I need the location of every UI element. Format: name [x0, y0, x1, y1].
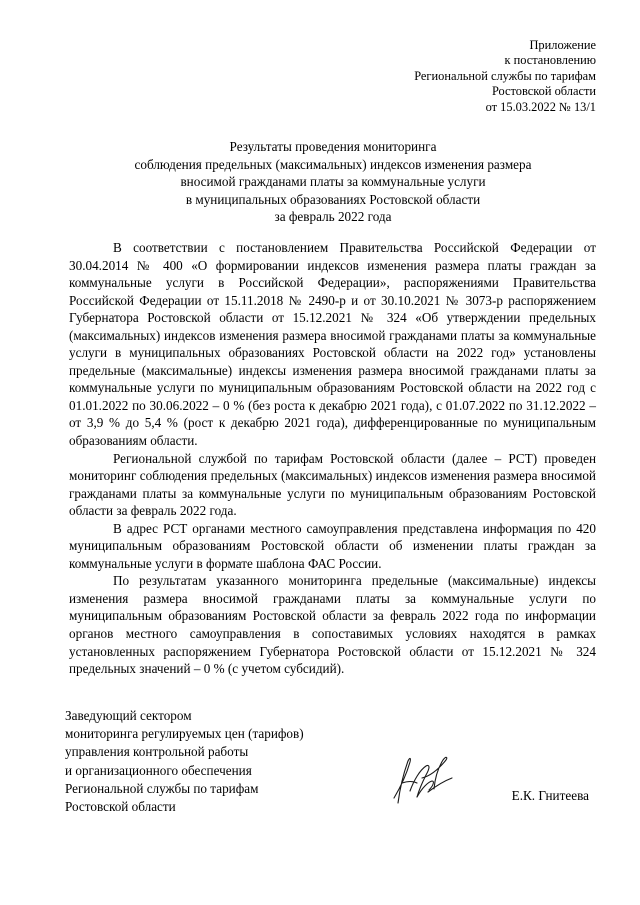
handwritten-signature-icon: [380, 748, 460, 810]
position-line: Ростовской области: [65, 799, 176, 815]
appendix-line: Приложение: [529, 38, 596, 52]
title-line: вносимой гражданами платы за коммунальные услуги: [180, 174, 486, 190]
position-line: Региональной службы по тарифам: [65, 780, 259, 796]
title-line: за февраль 2022 года: [274, 209, 392, 225]
signer-name: Е.К. Гнитеева: [511, 788, 589, 803]
appendix-line: к постановлению: [504, 53, 596, 68]
position-line: Заведующий сектором: [65, 708, 192, 723]
paragraph: По результатам указанного мониторинга предельные (максимальные) индексы изменения размера вносимой гражданами платы за коммунальные услуги по муниципальным образованиям Ростовской области за февраль 2022 года по информации органов местного самоуправления в сопоставимых условиях находятся в рамках установленных распоряжением Губернатора Ростовской области от 15.12.2021 № 324 предельных значений – 0 % (с учетом субсидий).: [69, 573, 596, 677]
title-line: соблюдения предельных (максимальных) индексов изменения размера: [134, 156, 532, 172]
signatory-position: [65, 707, 304, 816]
position-line: мониторинга регулируемых цен (тарифов): [65, 726, 304, 742]
position-line: управления контрольной работы: [65, 744, 249, 760]
paragraph: В адрес РСТ органами местного самоуправления представлена информация по 420 муниципальным образованиям Ростовской области об изменении платы граждан за коммунальные услуги в формате шаблона ФАС России.: [69, 520, 596, 571]
appendix-header: [414, 38, 596, 115]
document-body: [69, 239, 596, 678]
appendix-line: от 15.03.2022 № 13/1: [485, 99, 596, 114]
paragraph: Региональной службой по тарифам Ростовской области (далее – РСТ) проведен мониторинг соблюдения предельных (максимальных) индексов изменения размера вносимой гражданами платы за коммунальные услуги по муниципальным образованиям Ростовской области за февраль 2022 года.: [69, 450, 596, 519]
appendix-line: Региональной службы по тарифам: [414, 68, 596, 83]
appendix-line: Ростовской области: [491, 84, 596, 99]
title-line: в муниципальных образованиях Ростовской области: [185, 191, 481, 207]
position-line: и организационного обеспечения: [65, 762, 252, 778]
document-title: [68, 138, 598, 226]
paragraph: В соответствии с постановлением Правительства Российской Федерации от 30.04.2014 № 400 «О формировании индексов изменения размера платы граждан за коммунальные услуги в Российской Федерации», распоряжениями Правительства Российской Федерации от 15.11.2018 № 2490-р и от 30.10.2021 № 3073-р распоряжением Губернатора Ростовской области от 15.12.2021 № 324 «Об утверждении предельных (максимальных) индексов изменения размера вносимой гражданами платы за коммунальные услуги в муниципальных образованиях Ростовской области на 2022 год» установлены предельные (максимальные) индексы изменения размера вносимой гражданами платы за коммунальные услуги по муниципальным образованиям Ростовской области на 2022 год с 01.01.2022 по 30.06.2022 – 0 % (без роста к декабрю 2021 года), с 01.07.2022 по 31.12.2022 – от 3,9 % до 5,4 % (рост к декабрю 2021 года), дифференцированные по муниципальным образованиям области.: [69, 240, 596, 449]
title-line: Результаты проведения мониторинга: [229, 139, 437, 154]
